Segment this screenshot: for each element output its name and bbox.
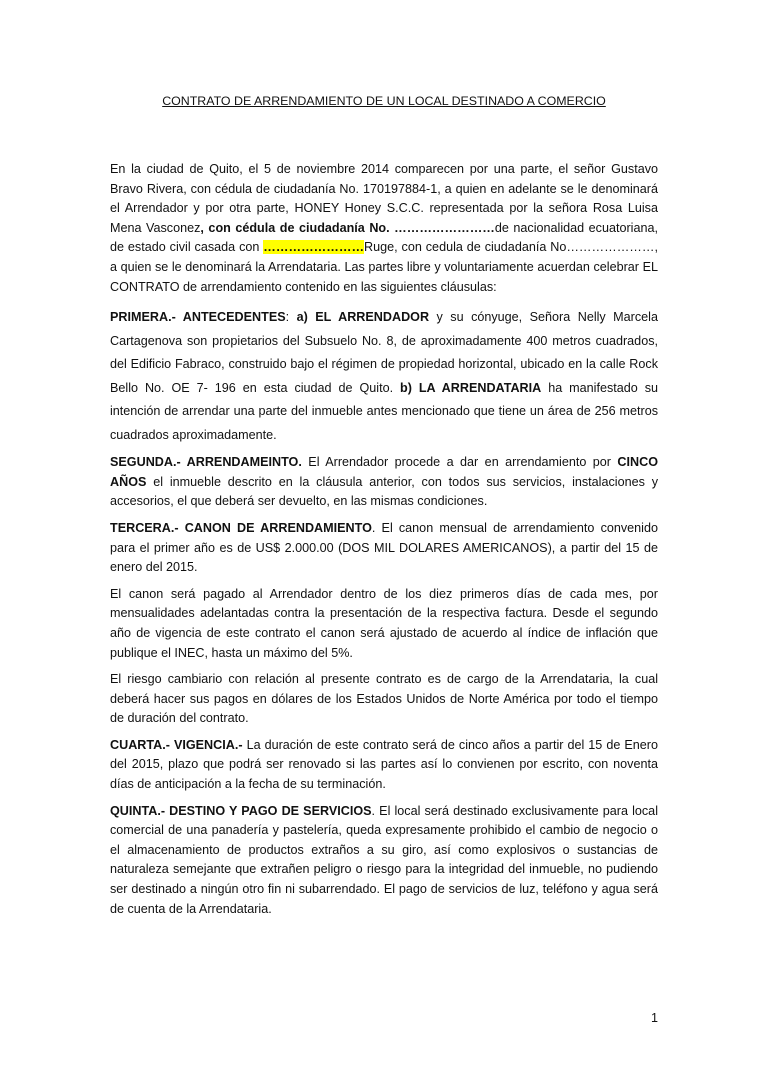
clause-primera-text-2: ha manifestado su intención de arrendar una parte del inmueble antes mencionado que tiene un área de 256 metros cuadrados aproximadamente.	[110, 380, 659, 442]
clause-cuarta-text: La duración de este contrato será de cinco años a partir del 15 de Enero del 2015, plazo que podrá ser renovado si las partes así lo convienen por escrito, con noventa días de anticipación a la fecha de su terminación.	[110, 737, 658, 792]
clause-quinta	[110, 802, 658, 920]
intro-text-3: Ruge, con cedula de ciudadanía No…………………, a quien se le denominará la Arrendataria. Las partes libre y voluntariamente acuerdan celebrar EL CONTRATO de arrendamiento contenido en las siguientes cláusulas:	[110, 240, 658, 294]
clause-cuarta	[110, 736, 658, 795]
document-body	[110, 160, 658, 926]
clause-quinta-heading: QUINTA.- DESTINO Y PAGO DE SERVICIOS	[110, 803, 372, 818]
clause-cuarta-heading: CUARTA.- VIGENCIA.-	[110, 737, 243, 752]
highlighted-blank: ……………………	[263, 240, 365, 255]
clause-segunda-term: CINCO AÑOS	[110, 455, 658, 489]
paragraph-canon: El canon será pagado al Arrendador dentro de los diez primeros días de cada mes, por mensualidades adelantadas contra la presentación de la respectiva factura. Desde el segundo año de vigencia de este contrato el canon será ajustado de acuerdo al índice de inflación que publique el INEC, hasta un máximo del 5%.	[110, 586, 658, 660]
intro-paragraph	[110, 160, 658, 297]
clause-segunda	[110, 453, 658, 512]
clause-primera-arrendataria: b) LA ARRENDATARIA	[400, 380, 542, 395]
clause-primera-heading: PRIMERA.- ANTECEDENTES	[110, 310, 286, 325]
paragraph-riesgo: El riesgo cambiario con relación al presente contrato es de cargo de la Arrendataria, la cual deberá hacer sus pagos en dólares de los Estados Unidos de Norte América por todo el tiempo de duración del contrato.	[110, 672, 658, 726]
intro-text-1: En la ciudad de Quito, el 5 de noviembre 2014 comparecen por una parte, el señor Gustavo Bravo Rivera, con cédula de ciudadanía No. 170197884-1, a quien en adelante se le denominará el Arrendador y por otra parte, HONEY Honey S.C.C. representada por la señora Rosa Luisa Mena Vasconez	[110, 162, 658, 235]
clause-segunda-heading: SEGUNDA.- ARRENDAMEINTO.	[110, 455, 302, 470]
document-title: CONTRATO DE ARRENDAMIENTO DE UN LOCAL DESTINADO A COMERCIO	[162, 94, 606, 108]
clause-primera-text-1: y su cónyuge, Señora Nelly Marcela Cartagenova son propietarios del Subsuelo No. 8, de aproximadamente 400 metros cuadrados, del Edificio Fabraco, construido bajo el régimen de propiedad horizontal, ubicado en la calle Rock Bello No. OE 7- 196 en esta ciudad de Quito.	[110, 310, 658, 395]
clause-primera-arrendador: a) EL ARRENDADOR	[296, 310, 430, 325]
clause-segunda-text-2: el inmueble descrito en la cláusula anterior, con todos sus servicios, instalaciones y accesorios, el que deberá ser devuelto, en las mismas condiciones.	[110, 474, 658, 509]
clause-segunda-text-1: El Arrendador procede a dar en arrendamiento por	[301, 455, 618, 470]
clause-tercera-heading: TERCERA.- CANON DE ARRENDAMIENTO	[110, 520, 372, 535]
intro-bold-cedula: , con cédula de ciudadanía No. ……………………	[200, 220, 495, 235]
clause-quinta-text: . El local será destinado exclusivamente para local comercial de una panadería y pastelería, queda expresamente prohibido el cambio de negocio o el almacenamiento de productos extraños a su giro, así como explosivos o sustancias de naturaleza semejante que extrañen peligro o riesgo para la integridad del inmueble, no pudiendo ser destinado a ningún otro fin ni subarrendado. El pago de servicios de luz, teléfono y agua será de cuenta de la Arrendataria.	[110, 803, 658, 916]
clause-primera-colon: :	[285, 310, 297, 325]
clause-primera	[110, 306, 658, 447]
clause-tercera-text: . El canon mensual de arrendamiento convenido para el primer año es de US$ 2.000.00 (DOS MIL DOLARES AMERICANOS), a partir del 15 de enero del 2015.	[110, 520, 658, 575]
intro-text-2: de nacionalidad ecuatoriana, de estado civil casada con	[110, 220, 658, 255]
page-number: 1	[650, 1011, 658, 1025]
clause-tercera	[110, 519, 658, 578]
